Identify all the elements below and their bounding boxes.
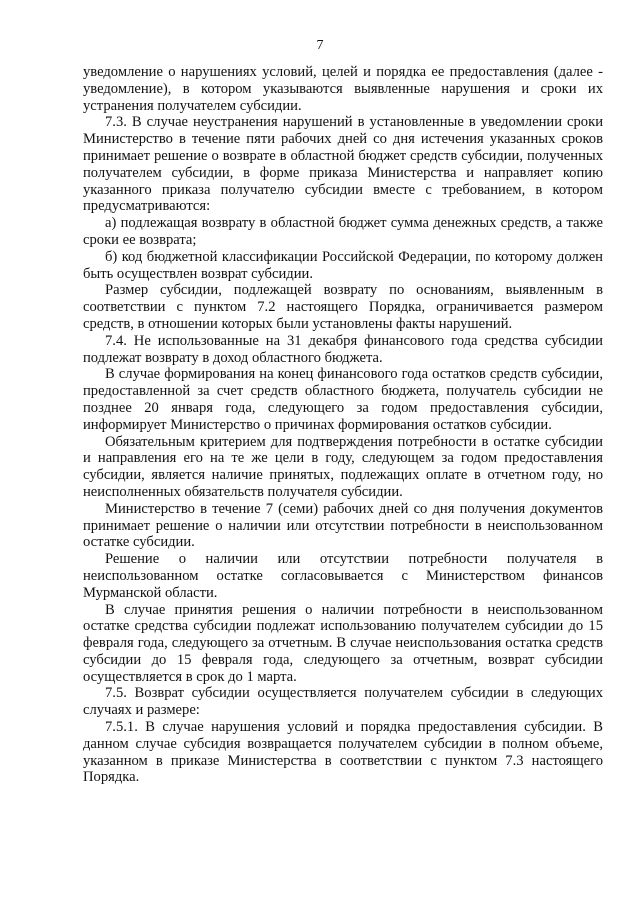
page-number: 7 [316, 38, 324, 53]
paragraph-continuation: уведомление о нарушениях условий, целей и порядка ее предоставления (далее - уведомление), в котором указываются выявленные нарушения и сроки их устранения получателем субсидии. [83, 64, 603, 114]
paragraph-7-4: 7.4. Не использованные на 31 декабря финансового года средства субсидии подлежат возврату в доход областного бюджета. [83, 332, 603, 366]
paragraph-ministry-decision: Министерство в течение 7 (семи) рабочих дней со дня получения документов принимает решение о наличии или отсутствии потребности в неиспользованном остатке субсидии. [83, 500, 603, 551]
paragraph-decision-agreement: Решение о наличии или отсутствии потребности получателя в неиспользованном остатке согласовывается с Министерством финансов Мурманской области. [83, 551, 603, 601]
paragraph-7-3-a: а) подлежащая возврату в областной бюджет сумма денежных средств, а также сроки ее возврата; [83, 215, 603, 248]
paragraph-7-5: 7.5. Возврат субсидии осуществляется получателем субсидии в следующих случаях и размере: [83, 685, 603, 719]
document-body [83, 64, 603, 786]
paragraph-mandatory-criterion: Обязательным критерием для подтверждения потребности в остатке субсидии и направления его на те же цели в году, следующем за годом предоставления субсидии, является наличие принятых, подлежащих оплате в отчетном году, но неисполненных обязательств получателя субсидии. [83, 433, 603, 500]
paragraph-7-5-1: 7.5.1. В случае нарушения условий и порядка предоставления субсидии. В данном случае субсидия возвращается получателем субсидии в полном объеме, указанном в приказе Министерства в соответствии с пунктом 7.3 настоящего Порядка. [83, 719, 603, 786]
paragraph-7-3-b: б) код бюджетной классификации Российской Федерации, по которому должен быть осуществлен возврат субсидии. [83, 248, 603, 282]
paragraph-remainder-formation: В случае формирования на конец финансового года остатков средств субсидии, предоставленной за счет средств областного бюджета, получатель субсидии не позднее 20 января года, следующего за годом предоставления субсидии, информирует Министерство о причинах формирования остатков субсидии. [83, 366, 603, 433]
paragraph-remainder-use: В случае принятия решения о наличии потребности в неиспользованном остатке средства субсидии подлежат использованию получателем субсидии до 15 февраля года, следующего за отчетным. В случае неиспользования остатка средств субсидии до 15 февраля года, следующего за отчетным, возврат субсидии осуществляется в срок до 1 марта. [83, 601, 603, 685]
paragraph-7-3: 7.3. В случае неустранения нарушений в установленные в уведомлении сроки Министерство в течение пяти рабочих дней со дня истечения указанных сроков принимает решение о возврате в областной бюджет средств субсидии, полученных получателем субсидии, в форме приказа Министерства и направляет копию указанного приказа получателю субсидии вместе с требованием, в котором предусматриваются: [83, 114, 603, 215]
paragraph-refund-size: Размер субсидии, подлежащей возврату по основаниям, выявленным в соответствии с пунктом 7.2 настоящего Порядка, ограничивается размером средств, в отношении которых были установлены факты нарушений. [83, 282, 603, 332]
